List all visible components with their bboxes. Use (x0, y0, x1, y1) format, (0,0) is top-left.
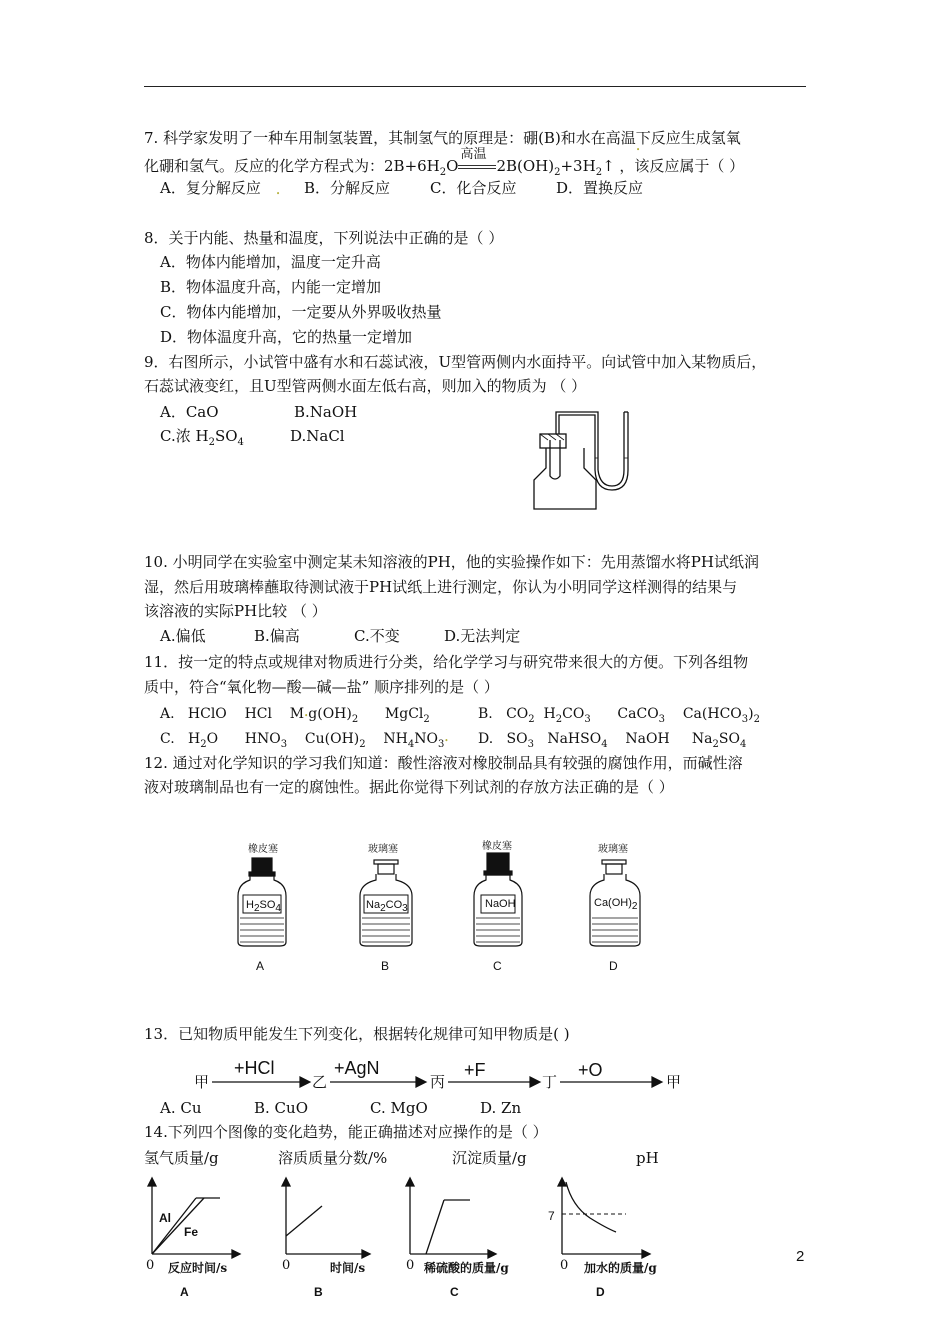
bottle-d-label: $Ca(OH)_2$ (594, 897, 638, 913)
bottle-c-label: NaOH (485, 898, 516, 910)
decorative-dot: • (276, 190, 281, 198)
q11-option-c: C. $H_2O$ $HNO_3$ $Cu(OH)_2$ $NH_4NO_3•$ (160, 731, 449, 750)
q10-line2: 湿，然后用玻璃棒蘸取待测试液于PH试纸上进行测定，你认为小明同学这样测得的结果与 (144, 578, 738, 596)
graph-a-series-fe: Fe (184, 1225, 199, 1239)
graph-c-letter: C (450, 1285, 459, 1299)
page-number: 2 (796, 1248, 805, 1265)
bottle-c-letter: C (493, 959, 502, 973)
q11-option-a: A. HClO HCl $M•g(OH)_2$ MgCl$_2$ (160, 706, 430, 725)
q9-option-c: C.浓 $H_2SO_4$ (160, 427, 244, 448)
bottle-c-stopper-label: 橡皮塞 (482, 841, 512, 852)
graph-d-tick-7: 7 (548, 1209, 555, 1223)
q8-option-a: A．物体内能增加，温度一定升高 (160, 253, 381, 271)
graph-c-origin: 0 (406, 1258, 415, 1273)
q8-option-c: C．物体内能增加，一定要从外界吸收热量 (160, 303, 442, 321)
graph-c-xlabel: 稀硫酸的质量/g (424, 1261, 509, 1275)
graph-d-letter: D (596, 1285, 605, 1299)
q13-option-d: D. Zn (480, 1099, 522, 1117)
q7-line2: 化硼和氢气。反应的化学方程式为：$2B+6H_2O$ 高温 $2B(OH)_2+3H_2↑$ ，该反应属于（ ） (144, 147, 745, 178)
q9-line2: 石蕊试液变红，且U型管两侧水面左低右高，则加入的物质为 （ ） (144, 377, 587, 395)
q11-line2: 质中，符合“氧化物—酸—碱—盐” 顺序排列的是（ ） (144, 678, 499, 696)
bottle-b-stopper-label: 玻璃塞 (368, 844, 398, 855)
q8-option-d: D．物体温度升高，它的热量一定增加 (160, 328, 413, 346)
graph-b-ylabel: 溶质质量分数/% (278, 1149, 388, 1167)
graph-b (282, 1178, 370, 1258)
q11-option-d: D. $SO_3$ NaHSO$_4$ NaOH $Na_2SO_4$ (478, 731, 747, 750)
q13-option-a: A. Cu (160, 1099, 202, 1117)
q13-option-c: C. MgO (370, 1099, 428, 1117)
q7-option-d: D．置换反应 (556, 179, 644, 197)
graph-b-letter: B (314, 1285, 323, 1299)
graph-d-origin: 0 (560, 1258, 569, 1273)
reagent-2: +AgN (334, 1058, 380, 1078)
q9-option-a: A．CaO (160, 403, 219, 421)
q12-line2: 液对玻璃制品也有一定的腐蚀性。据此你觉得下列试剂的存放方法正确的是（ ） (144, 778, 674, 796)
bottle-a-letter: A (256, 959, 265, 973)
q7-option-b: B．分解反应 (304, 179, 391, 197)
graph-c-ylabel: 沉淀质量/g (452, 1149, 527, 1167)
decorative-dot: • (636, 146, 641, 154)
graph-b-xlabel: 时间/s (330, 1261, 366, 1275)
q8-stem: 8．关于内能、热量和温度，下列说法中正确的是（ ） (144, 229, 504, 247)
reagent-4: +O (578, 1060, 603, 1080)
bottle-b-letter: B (381, 959, 390, 973)
bottle-b-label: $Na_2CO_3$ (366, 899, 408, 915)
q9-option-b: B.NaOH (294, 403, 358, 421)
bottle-d-stopper-label: 玻璃塞 (598, 844, 628, 855)
chain-item-2: 乙 (312, 1073, 328, 1091)
graph-c (406, 1178, 496, 1258)
q7-line1: 7. 科学家发明了一种车用制氢装置，其制氢气的原理是：硼(B)和水在高温下反应生成氢氧 (144, 129, 741, 147)
reagent-1: +HCl (234, 1058, 275, 1078)
q13-option-b: B. CuO (254, 1099, 308, 1117)
q10-line3: 该溶液的实际PH比较 （ ） (144, 602, 327, 620)
graph-d (558, 1178, 650, 1258)
q7-option-c: C．化合反应 (430, 179, 517, 197)
bottle-d-letter: D (609, 959, 618, 973)
reaction-condition: 高温 (458, 156, 496, 176)
graph-a-ylabel: 氢气质量/g (144, 1149, 219, 1167)
q8-option-b: B．物体温度升高，内能一定增加 (160, 278, 382, 296)
chain-item-5: 甲 (666, 1073, 682, 1091)
graph-d-xlabel: 加水的质量/g (584, 1261, 657, 1275)
bottle-a-label: $H_2SO_4$ (246, 899, 281, 915)
q12-line1: 12. 通过对化学知识的学习我们知道：酸性溶液对橡胶制品具有较强的腐蚀作用，而碱性溶 (144, 754, 743, 772)
q11-option-b: B. $CO_2$ $H_2CO_3$ CaCO$_3$ $Ca(HCO_3)_2$ (478, 706, 760, 725)
graph-a-series-al: Al (159, 1211, 171, 1225)
reagent-3: +F (464, 1060, 486, 1080)
graph-a-origin: 0 (146, 1258, 155, 1273)
bottle-a-stopper-label: 橡皮塞 (248, 844, 278, 855)
q9-option-d: D.NaCl (290, 427, 345, 445)
chain-item-3: 丙 (430, 1073, 446, 1091)
graph-a-letter: A (180, 1285, 189, 1299)
q13-stem: 13．已知物质甲能发生下列变化，根据转化规律可知甲物质是( ) (144, 1025, 570, 1043)
q7-option-a: A．复分解反应 (160, 179, 261, 197)
chain-item-4: 丁 (542, 1073, 558, 1091)
graph-d-ylabel: pH (636, 1149, 659, 1167)
chain-item-1: 甲 (194, 1073, 210, 1091)
q14-stem: 14.下列四个图像的变化趋势，能正确描述对应操作的是（ ） (144, 1123, 548, 1141)
q10-option-c: C.不变 (354, 627, 400, 645)
q10-option-a: A.偏低 (160, 627, 206, 645)
q11-line1: 11．按一定的特点或规律对物质进行分类，给化学学习与研究带来很大的方便。下列各组物 (144, 653, 749, 671)
q10-option-d: D.无法判定 (444, 627, 521, 645)
q10-option-b: B.偏高 (254, 627, 300, 645)
q10-line1: 10. 小明同学在实验室中测定某未知溶液的PH，他的实验操作如下：先用蒸馏水将PH试纸润 (144, 553, 759, 571)
graph-b-origin: 0 (282, 1258, 291, 1273)
q9-line1: 9．右图所示，小试管中盛有水和石蕊试液，U型管两侧内水面持平。向试管中加入某物质后， (144, 353, 767, 371)
graph-a-xlabel: 反应时间/s (168, 1261, 228, 1275)
